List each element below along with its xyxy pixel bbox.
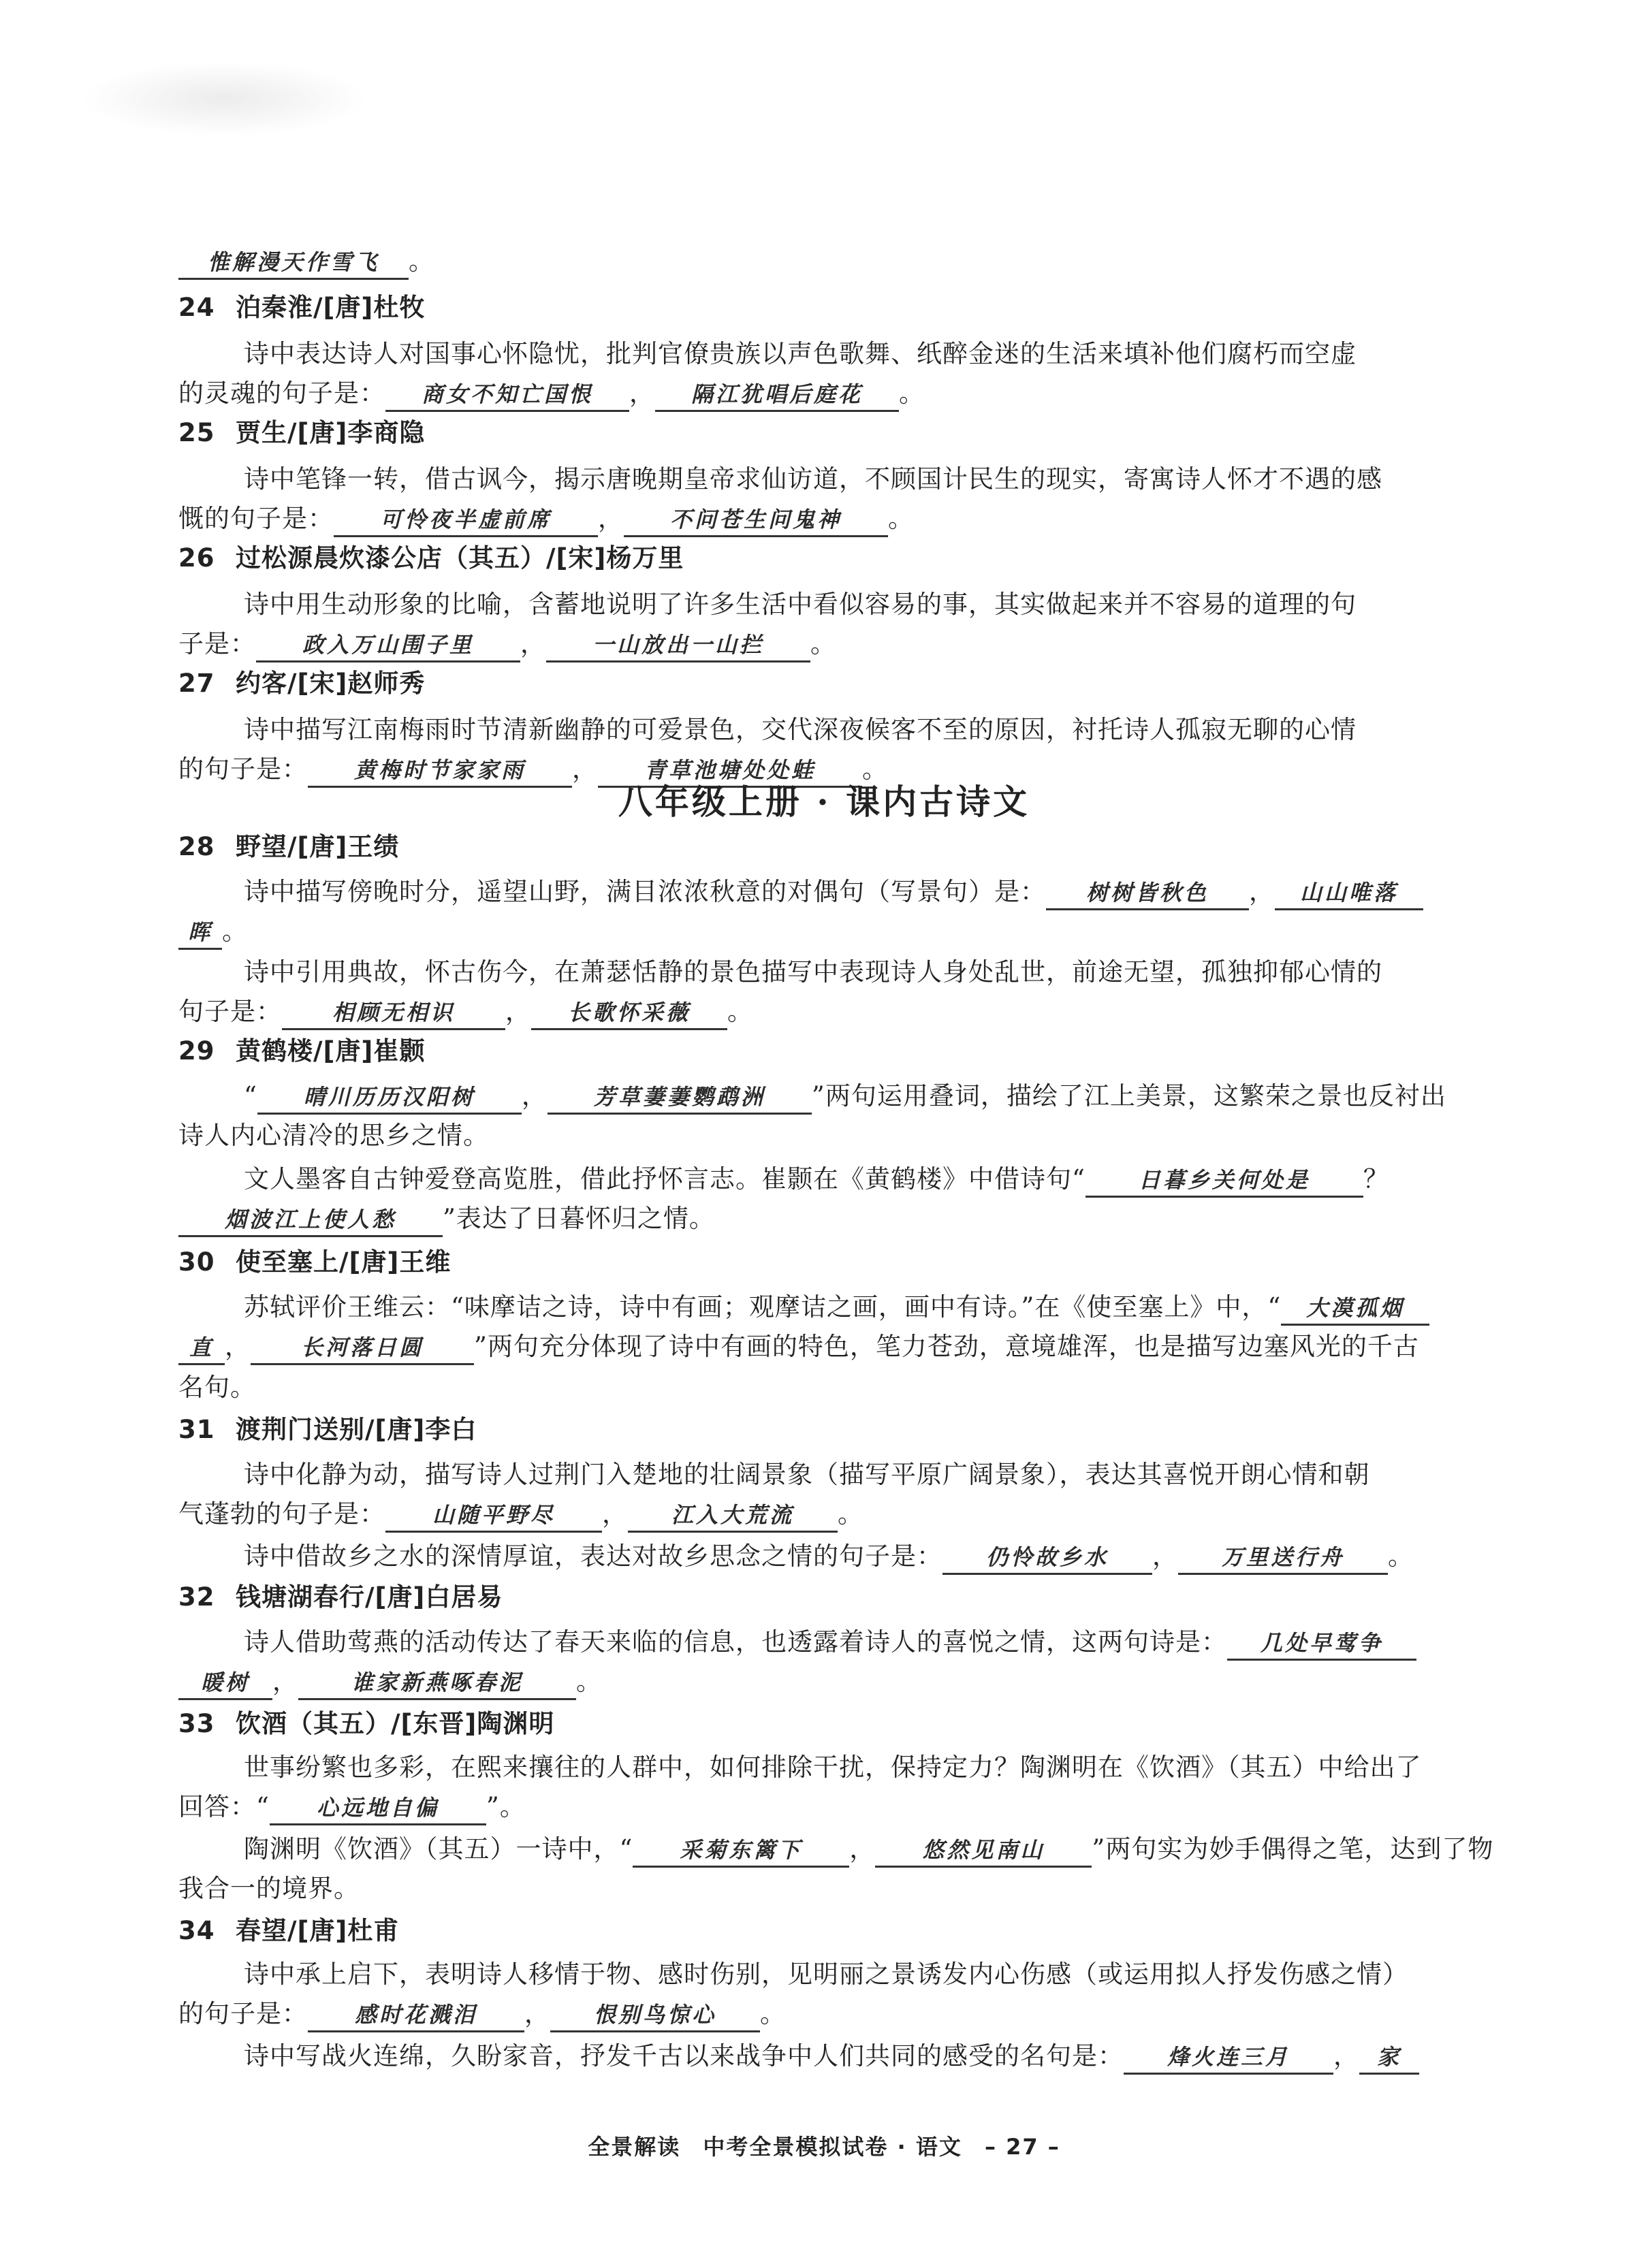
footer-book-title: 中考全景模拟试卷 · 语文 <box>703 2134 962 2160</box>
scan-smudge <box>82 61 368 136</box>
text: 诗中借故乡之水的深情厚谊，表达对故乡思念之情的句子是： <box>244 1542 942 1571</box>
text-line <box>244 2037 1438 2075</box>
text: ， <box>849 1834 876 1864</box>
text-line <box>178 1663 1438 1701</box>
question-number: 32 <box>178 1582 215 1612</box>
answer-blank: 几处早莺争 <box>1227 1627 1416 1661</box>
text-line <box>178 993 1438 1031</box>
text: ， <box>572 754 598 784</box>
text: 文人墨客自古钟爱登高览胜，借此抒怀言志。崔颢在《黄鹤楼》中借诗句“ <box>244 1164 1086 1194</box>
question-heading <box>178 1705 1438 1743</box>
text: 诗中笔锋一转，借古讽今，揭示唐晚期皇帝求仙访道，不顾国计民生的现实，寄寓诗人怀才不遇的感 <box>244 464 1382 494</box>
text: 子是： <box>178 629 256 658</box>
question-heading <box>178 828 1438 866</box>
text: 。 <box>727 997 753 1026</box>
poem-title: 渡荆门送别/[唐]李白 <box>236 1415 477 1444</box>
answer-blank: 芳草萋萋鹦鹉洲 <box>548 1081 812 1115</box>
answer-blank: 政入万山围子里 <box>256 629 520 662</box>
text: 气蓬勃的句子是： <box>178 1499 385 1529</box>
text: ， <box>524 1999 550 2028</box>
question-number: 30 <box>178 1247 215 1277</box>
question-heading <box>178 289 1438 327</box>
text: 陶渊明《饮酒》（其五）一诗中，“ <box>244 1834 633 1864</box>
question-heading <box>178 1411 1438 1449</box>
text: 苏轼评价王维云：“味摩诘之诗，诗中有画；观摩诘之画，画中有诗。”在《使至塞上》中，“ <box>244 1292 1282 1322</box>
text-line <box>244 1160 1438 1198</box>
text-line <box>244 1623 1438 1661</box>
answer-blank: 惟解漫天作雪飞 <box>178 246 409 280</box>
text: ， <box>1152 1542 1178 1571</box>
answer-blank: 长歌怀采薇 <box>531 997 727 1030</box>
answer-blank: 烽火连三月 <box>1124 2041 1333 2075</box>
question-number: 26 <box>178 543 215 573</box>
text-line <box>244 335 1438 373</box>
answer-blank: 一山放出一山拦 <box>546 629 810 662</box>
answer-blank: 长河落日圆 <box>251 1332 474 1365</box>
answer-blank: 树树皆秋色 <box>1046 877 1249 910</box>
answer-blank: 江入大荒流 <box>628 1499 838 1533</box>
answer-blank: 山随平野尽 <box>385 1499 602 1533</box>
text: ， <box>598 504 624 533</box>
question-heading <box>178 1912 1438 1950</box>
question-number: 27 <box>178 669 215 698</box>
answer-blank: 日暮乡关何处是 <box>1086 1164 1363 1198</box>
question-number: 24 <box>178 293 215 322</box>
answer-blank: 万里送行舟 <box>1178 1542 1388 1575</box>
answer-blank: 黄梅时节家家雨 <box>308 754 572 788</box>
answer-blank: 山山唯落 <box>1275 877 1423 910</box>
answer-blank: 家 <box>1359 2041 1419 2075</box>
text: ， <box>602 1499 628 1529</box>
text-line <box>244 873 1438 911</box>
text: 句子是： <box>178 997 282 1026</box>
text-line <box>244 953 1438 991</box>
text: 诗中描写傍晚时分，遥望山野，满目浓浓秋意的对偶句（写景句）是： <box>244 877 1046 906</box>
question-number: 25 <box>178 418 215 447</box>
text: 我合一的境界。 <box>178 1874 360 1903</box>
text-line <box>178 374 1438 413</box>
answer-blank: 直 <box>178 1332 225 1365</box>
text-line <box>244 460 1438 498</box>
question-number: 31 <box>178 1415 215 1444</box>
text: ， <box>1249 877 1275 906</box>
answer-blank: 烟波江上使人愁 <box>178 1204 443 1237</box>
text: ？ <box>1363 1164 1389 1194</box>
text-line <box>178 1788 1438 1826</box>
text-line <box>178 1995 1438 2033</box>
poem-title: 约客/[宋]赵师秀 <box>236 669 426 698</box>
answer-blank: 恨别鸟惊心 <box>550 1999 760 2032</box>
text: 。 <box>888 504 914 533</box>
text: 的句子是： <box>178 754 308 784</box>
text: 的灵魂的句子是： <box>178 379 385 408</box>
answer-blank: 不问苍生问鬼神 <box>624 504 888 537</box>
text: ”表达了日暮怀归之情。 <box>443 1204 715 1233</box>
poem-title: 野望/[唐]王绩 <box>236 832 400 861</box>
text: 。 <box>1388 1542 1414 1571</box>
answer-blank: 感时花溅泪 <box>308 1999 524 2032</box>
text: 。 <box>760 1999 786 2028</box>
page-number: – 27 – <box>984 2134 1060 2160</box>
text: 世事纷繁也多彩，在熙来攘往的人群中，如何排除干扰，保持定力？陶渊明在《饮酒》（其五）中给出了 <box>244 1753 1422 1782</box>
text: 的句子是： <box>178 1999 308 2028</box>
answer-blank: 晴川历历汉阳树 <box>257 1081 522 1115</box>
text-line <box>178 1328 1438 1366</box>
answer-blank: 心远地自偏 <box>270 1792 486 1825</box>
poem-title: 春望/[唐]杜甫 <box>236 1916 400 1945</box>
text-line <box>244 586 1438 624</box>
question-heading <box>178 539 1438 577</box>
answer-blank: 悠然见南山 <box>875 1834 1092 1868</box>
text-line <box>244 1456 1438 1494</box>
text: 。 <box>409 246 434 276</box>
answer-blank: 大漠孤烟 <box>1281 1292 1429 1326</box>
answer-blank: 相顾无相识 <box>282 997 505 1030</box>
text: ， <box>521 1081 548 1111</box>
answer-blank: 谁家新燕啄春泥 <box>298 1667 576 1700</box>
question-heading <box>178 665 1438 703</box>
text: ， <box>505 997 531 1026</box>
text-line <box>244 1077 1446 1115</box>
question-number: 29 <box>178 1036 215 1066</box>
text-line <box>244 1830 1494 1868</box>
text-line <box>244 1537 1438 1576</box>
text: ”两句运用叠词，描绘了江上美景，这繁荣之景也反衬出 <box>811 1081 1446 1111</box>
text: 诗中写战火连绵，久盼家音，抒发千古以来战争中人们共同的感受的名句是： <box>244 2041 1124 2071</box>
text: 诗中表达诗人对国事心怀隐忧，批判官僚贵族以声色歌舞、纸醉金迷的生活来填补他们腐朽而空虚 <box>244 339 1357 368</box>
answer-blank: 采菊东篱下 <box>633 1834 849 1868</box>
text: 诗中引用典故，怀古伤今，在萧瑟恬静的景色描写中表现诗人身处乱世，前途无望，孤独抑郁心情的 <box>244 957 1382 987</box>
text: 诗中用生动形象的比喻，含蓄地说明了许多生活中看似容易的事，其实做起来并不容易的道理的句 <box>244 590 1357 619</box>
question-heading <box>178 1243 1438 1281</box>
text: 诗中描写江南梅雨时节清新幽静的可爱景色，交代深夜候客不至的原因，衬托诗人孤寂无聊的心情 <box>244 715 1357 744</box>
text-line <box>178 912 1438 951</box>
text-line <box>244 1288 1438 1326</box>
text: ， <box>1333 2041 1359 2071</box>
section-title: 八年级上册 · 课内古诗文 <box>618 782 1030 822</box>
text-line <box>178 1495 1438 1533</box>
text: 诗人借助莺燕的活动传达了春天来临的信息，也透露着诗人的喜悦之情，这两句诗是： <box>244 1627 1227 1657</box>
text: ”两句实为妙手偶得之笔，达到了物 <box>1092 1834 1494 1864</box>
text: 。 <box>862 754 888 784</box>
text: ， <box>225 1332 251 1361</box>
answer-blank: 可怜夜半虚前席 <box>334 504 598 537</box>
text-line <box>178 500 1438 538</box>
text-line <box>244 711 1438 749</box>
question-number: 34 <box>178 1916 215 1945</box>
poem-title: 使至塞上/[唐]王维 <box>236 1247 451 1277</box>
text: “ <box>244 1081 257 1111</box>
answer-blank: 晖 <box>178 916 222 950</box>
text: 慨的句子是： <box>178 504 334 533</box>
text: 。 <box>838 1499 863 1529</box>
text: 诗人内心清冷的思乡之情。 <box>178 1121 489 1150</box>
text-line <box>244 1748 1438 1787</box>
text: 。 <box>576 1667 602 1696</box>
text-line <box>244 1955 1438 1994</box>
text-line <box>178 1200 1438 1238</box>
text: 。 <box>899 379 925 408</box>
poem-title: 黄鹤楼/[唐]崔颢 <box>236 1036 426 1066</box>
question-heading <box>178 1032 1438 1070</box>
text-line <box>178 1870 1438 1908</box>
answer-blank: 商女不知亡国恨 <box>385 379 629 412</box>
text: ”两句充分体现了诗中有画的特色，笔力苍劲，意境雄浑，也是描写边塞风光的千古 <box>474 1332 1419 1361</box>
text-line <box>178 1117 1438 1155</box>
text-line <box>178 242 1438 281</box>
answer-blank: 仍怜故乡水 <box>942 1542 1152 1575</box>
text: 。 <box>810 629 836 658</box>
footer-brand: 全景解读 <box>588 2134 681 2160</box>
page-footer <box>0 2130 1648 2161</box>
text-line <box>178 1369 1438 1407</box>
question-heading <box>178 414 1438 452</box>
question-number: 33 <box>178 1709 215 1738</box>
text: 诗中化静为动，描写诗人过荆门入楚地的壮阔景象（描写平原广阔景象），表达其喜悦开朗心情和朝 <box>244 1460 1370 1489</box>
text: ， <box>272 1667 298 1696</box>
question-heading <box>178 1578 1438 1616</box>
text: ， <box>629 379 655 408</box>
question-number: 28 <box>178 832 215 861</box>
text: 名句。 <box>178 1373 256 1402</box>
poem-title: 饮酒（其五）/[东晋]陶渊明 <box>236 1709 555 1738</box>
poem-title: 泊秦淮/[唐]杜牧 <box>236 293 426 322</box>
text: 。 <box>222 916 249 946</box>
poem-title: 过松源晨炊漆公店（其五）/[宋]杨万里 <box>236 543 684 573</box>
answer-blank: 青草池塘处处蛙 <box>598 754 862 788</box>
text: 诗中承上启下，表明诗人移情于物、感时伤别，见明丽之景诱发内心伤感（或运用拟人抒发伤感之情） <box>244 1960 1408 1989</box>
text: ， <box>520 629 546 658</box>
text: 回答：“ <box>178 1792 270 1821</box>
text-line <box>178 625 1438 663</box>
text: ”。 <box>486 1792 526 1821</box>
answer-blank: 隔江犹唱后庭花 <box>655 379 899 412</box>
poem-title: 贾生/[唐]李商隐 <box>236 418 426 447</box>
answer-blank: 暖树 <box>178 1667 272 1700</box>
poem-title: 钱塘湖春行/[唐]白居易 <box>236 1582 503 1612</box>
